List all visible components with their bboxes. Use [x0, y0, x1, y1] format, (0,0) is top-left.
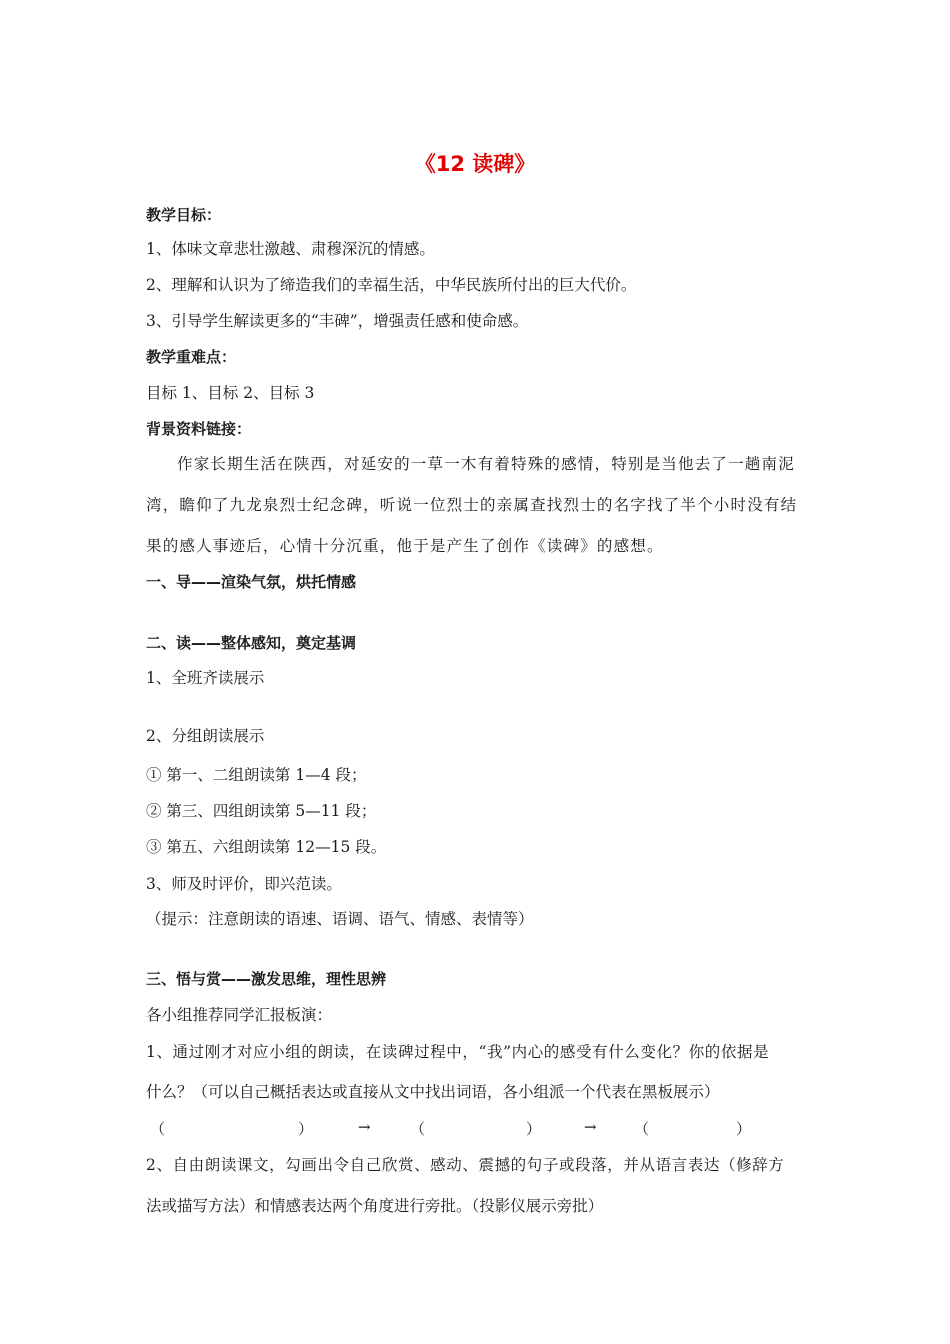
section-2-heading: 二、读——整体感知，奠定基调	[146, 634, 357, 652]
blank-2-close: ）	[526, 1120, 542, 1138]
section-3-heading: 三、悟与赏——激发思维，理性思辨	[146, 970, 387, 988]
objectives-heading: 教学目标：	[146, 206, 222, 224]
blank-3-close: ）	[736, 1120, 752, 1138]
s3-intro: 各小组推荐同学汇报板演：	[146, 1006, 333, 1024]
objective-3: 3、引导学生解读更多的“丰碑”，增强责任感和使命感。	[146, 312, 529, 330]
s3-question-2-line-2: 法或描写方法）和情感表达两个角度进行旁批。（投影仪展示旁批）	[146, 1197, 604, 1215]
blank-2-open: （	[410, 1120, 426, 1138]
background-line-2: 湾，瞻仰了九龙泉烈士纪念碑，听说一位烈士的亲属查找烈士的名字找了半个小时没有结	[146, 496, 798, 514]
s3-question-1-line-2: 什么？（可以自己概括表达或直接从文中找出词语，各小组派一个代表在黑板展示）	[146, 1083, 720, 1101]
s2-item-3: 3、师及时评价，即兴范读。	[146, 875, 342, 893]
blank-3-open: （	[634, 1120, 650, 1138]
objective-2: 2、理解和认识为了缔造我们的幸福生活，中华民族所付出的巨大代价。	[146, 276, 637, 294]
blank-1-open: （	[150, 1120, 166, 1138]
arrow-1: →	[358, 1118, 371, 1136]
s2-group-2: ② 第三、四组朗读第 5—11 段；	[146, 802, 377, 820]
background-line-1: 作家长期生活在陕西，对延安的一草一木有着特殊的感情，特别是当他去了一趟南泥	[177, 455, 795, 473]
page-title: 《12 读碑》	[414, 152, 536, 176]
blank-1-close: ）	[298, 1120, 314, 1138]
s3-question-2-line-1: 2、自由朗读课文，勾画出令自己欣赏、感动、震撼的句子或段落，并从语言表达（修辞方	[146, 1156, 785, 1174]
key-points-heading: 教学重难点：	[146, 348, 237, 366]
background-line-3: 果的感人事迹后，心情十分沉重，他于是产生了创作《读碑》的感想。	[146, 537, 664, 555]
section-1-heading: 一、导——渲染气氛，烘托情感	[146, 573, 357, 591]
s2-hint: （提示：注意朗读的语速、语调、语气、情感、表情等）	[146, 910, 534, 928]
objective-1: 1、体味文章悲壮激越、肃穆深沉的情感。	[146, 240, 435, 258]
s2-group-3: ③ 第五、六组朗读第 12—15 段。	[146, 838, 387, 856]
background-heading: 背景资料链接：	[146, 420, 252, 438]
s3-question-1-line-1: 1、通过刚才对应小组的朗读，在读碑过程中，“我”内心的感受有什么变化？你的依据是	[146, 1043, 770, 1061]
s2-item-2: 2、分组朗读展示	[146, 727, 265, 745]
key-points-text: 目标 1、目标 2、目标 3	[146, 384, 315, 402]
feeling-change-blanks	[146, 1118, 766, 1140]
s2-group-1: ① 第一、二组朗读第 1—4 段；	[146, 766, 367, 784]
arrow-2: →	[584, 1118, 597, 1136]
s2-item-1: 1、全班齐读展示	[146, 669, 265, 687]
